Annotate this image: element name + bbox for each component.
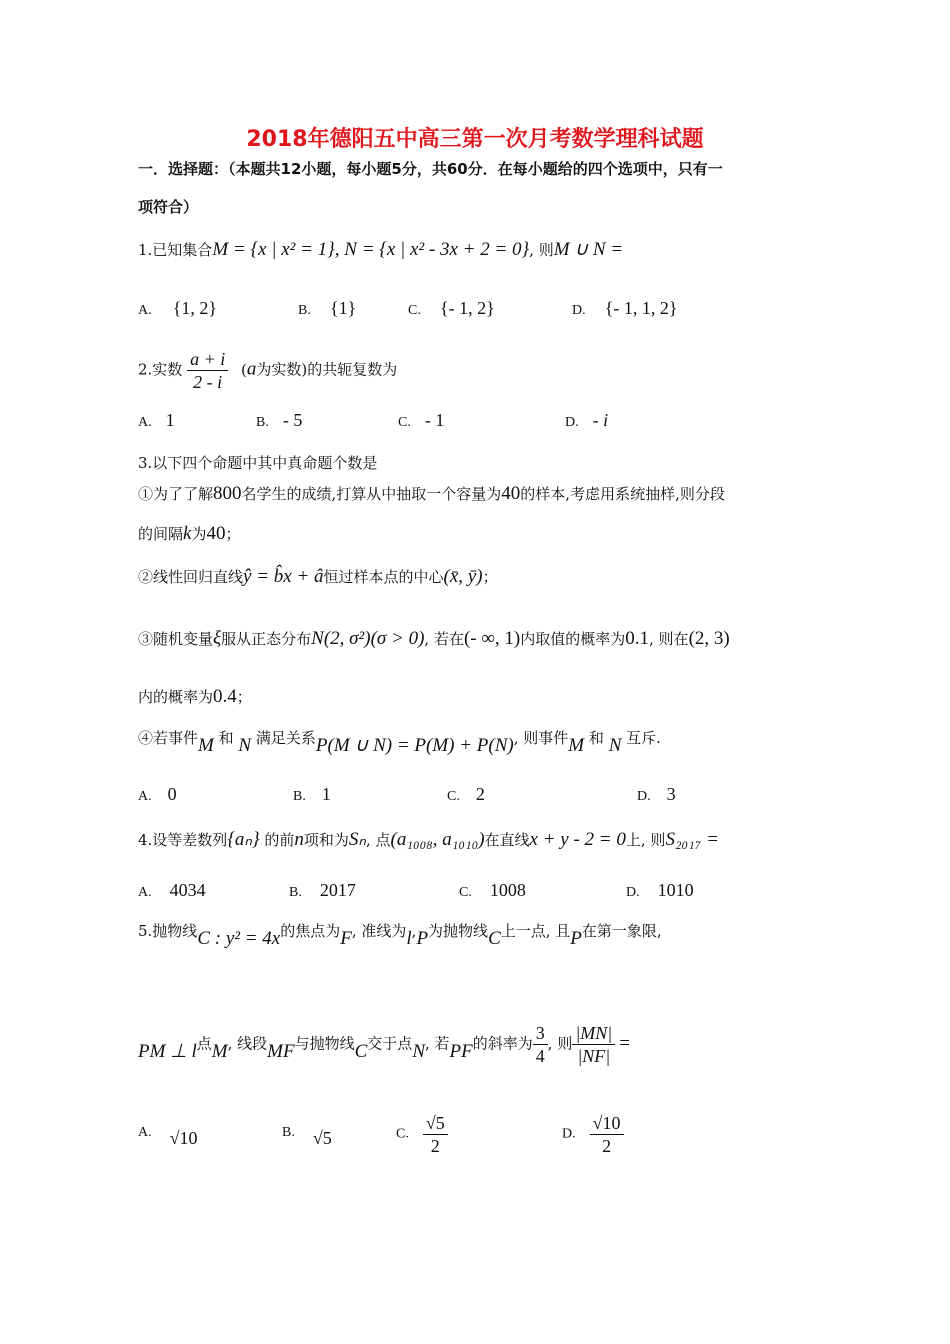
- q1-set-m: M = {x | x² = 1}: [212, 239, 335, 260]
- q5-slope-fraction: $\frac{3}{4}$: [533, 1022, 548, 1067]
- q1-option-d[interactable]: D. {- 1, 1, 2}: [572, 298, 678, 318]
- q2-fraction: $\frac{a + i}{2 - i}$: [187, 348, 228, 393]
- q3-option-c[interactable]: C. 2: [447, 784, 485, 804]
- q1-then: , 则: [529, 241, 554, 259]
- q3-statement-2: ②线性回归直线ŷ = b̂x + â恒过样本点的中心(x̄, ȳ)；: [138, 566, 498, 587]
- q3-statement-3-cont: 内的概率为0.4；: [138, 686, 252, 707]
- q5-option-d[interactable]: D. $\frac{√10}{2}$: [562, 1112, 624, 1157]
- q2-prefix: 2.实数: [138, 360, 183, 379]
- q5-option-b[interactable]: B. √5: [282, 1125, 332, 1148]
- q3-option-a[interactable]: A. 0: [138, 784, 177, 804]
- section-heading-line1: 一．选择题：（本题共12小题，每小题5分，共60分．在每小题给的四个选项中，只有一: [138, 160, 723, 178]
- exam-title: 2018年德阳五中高三第一次月考数学理科试题: [246, 127, 704, 152]
- q2-option-b[interactable]: B. - 5: [256, 410, 303, 430]
- q3-option-b[interactable]: B. 1: [293, 784, 331, 804]
- q1-option-b[interactable]: B. {1}: [298, 298, 357, 318]
- q3-statement-1-cont: 的间隔k为40；: [138, 523, 241, 544]
- q2-option-c[interactable]: C. - 1: [398, 410, 445, 430]
- q3-statement-4: ④若事件M 和 N 满足关系P(M ∪ N) = P(M) + P(N), 则事件M 和 N 互斥.: [138, 729, 661, 756]
- q3-statement-3: ③随机变量ξ服从正态分布N(2, σ²)(σ > 0), 若在(- ∞, 1)内取值的概率为0.1, 则在(2, 3): [138, 628, 730, 649]
- q3-stem: 3.以下四个命题中其中真命题个数是: [138, 454, 378, 472]
- q1-set-n: , N = {x | x² - 3x + 2 = 0}: [334, 239, 530, 260]
- q5-ratio-fraction: $\frac{|MN|}{|NF|}$: [572, 1022, 615, 1067]
- q1-prefix: 1.已知集合: [138, 241, 213, 259]
- q4-option-d[interactable]: D. 1010: [626, 880, 694, 900]
- q5-stem-cont: PM ⊥ l点M, 线段MF与抛物线C交于点N, 若PF的斜率为 $\frac{3}{4}$ , 则 $\frac{|MN|}{|NF|}$ =: [138, 1023, 630, 1066]
- q5-option-c[interactable]: C. $\frac{√5}{2}$: [396, 1112, 448, 1157]
- q2-stem: 2.实数 $\frac{a + i}{2 - i}$ (a为实数)的共轭复数为: [138, 349, 398, 392]
- q5-stem: 5.抛物线C : y² = 4x的焦点为F, 准线为l,P为抛物线C上一点, 且P在第一象限,: [138, 922, 662, 949]
- q1-option-c[interactable]: C. {- 1, 2}: [408, 298, 495, 318]
- q2-a: a: [246, 358, 257, 380]
- q5-option-a[interactable]: A. √10: [138, 1125, 198, 1148]
- q1-expr: M ∪ N =: [553, 239, 624, 260]
- q3-statement-1: ①为了了解800名学生的成绩,打算从中抽取一个容量为40的样本,考虑用系统抽样,则分段: [138, 483, 725, 504]
- q4-option-a[interactable]: A. 4034: [138, 880, 206, 900]
- q4-option-b[interactable]: B. 2017: [289, 880, 356, 900]
- q1-stem: [138, 238, 623, 261]
- q2-option-d[interactable]: D. - i: [565, 410, 609, 430]
- q1-option-a[interactable]: A. {1, 2}: [138, 298, 217, 318]
- q2-option-a[interactable]: A. 1: [138, 410, 175, 430]
- section-heading-line2: 项符合）: [138, 198, 199, 216]
- q2-suffix: 为实数)的共轭复数为: [256, 360, 398, 379]
- q4-option-c[interactable]: C. 1008: [459, 880, 526, 900]
- q3-option-d[interactable]: D. 3: [637, 784, 676, 804]
- q4-stem: 4.设等差数列{aₙ} 的前n项和为Sₙ, 点(a₁₀₀₈, a₁₀₁₀)在直线x + y - 2 = 0上, 则S₂₀₁₇ =: [138, 829, 719, 850]
